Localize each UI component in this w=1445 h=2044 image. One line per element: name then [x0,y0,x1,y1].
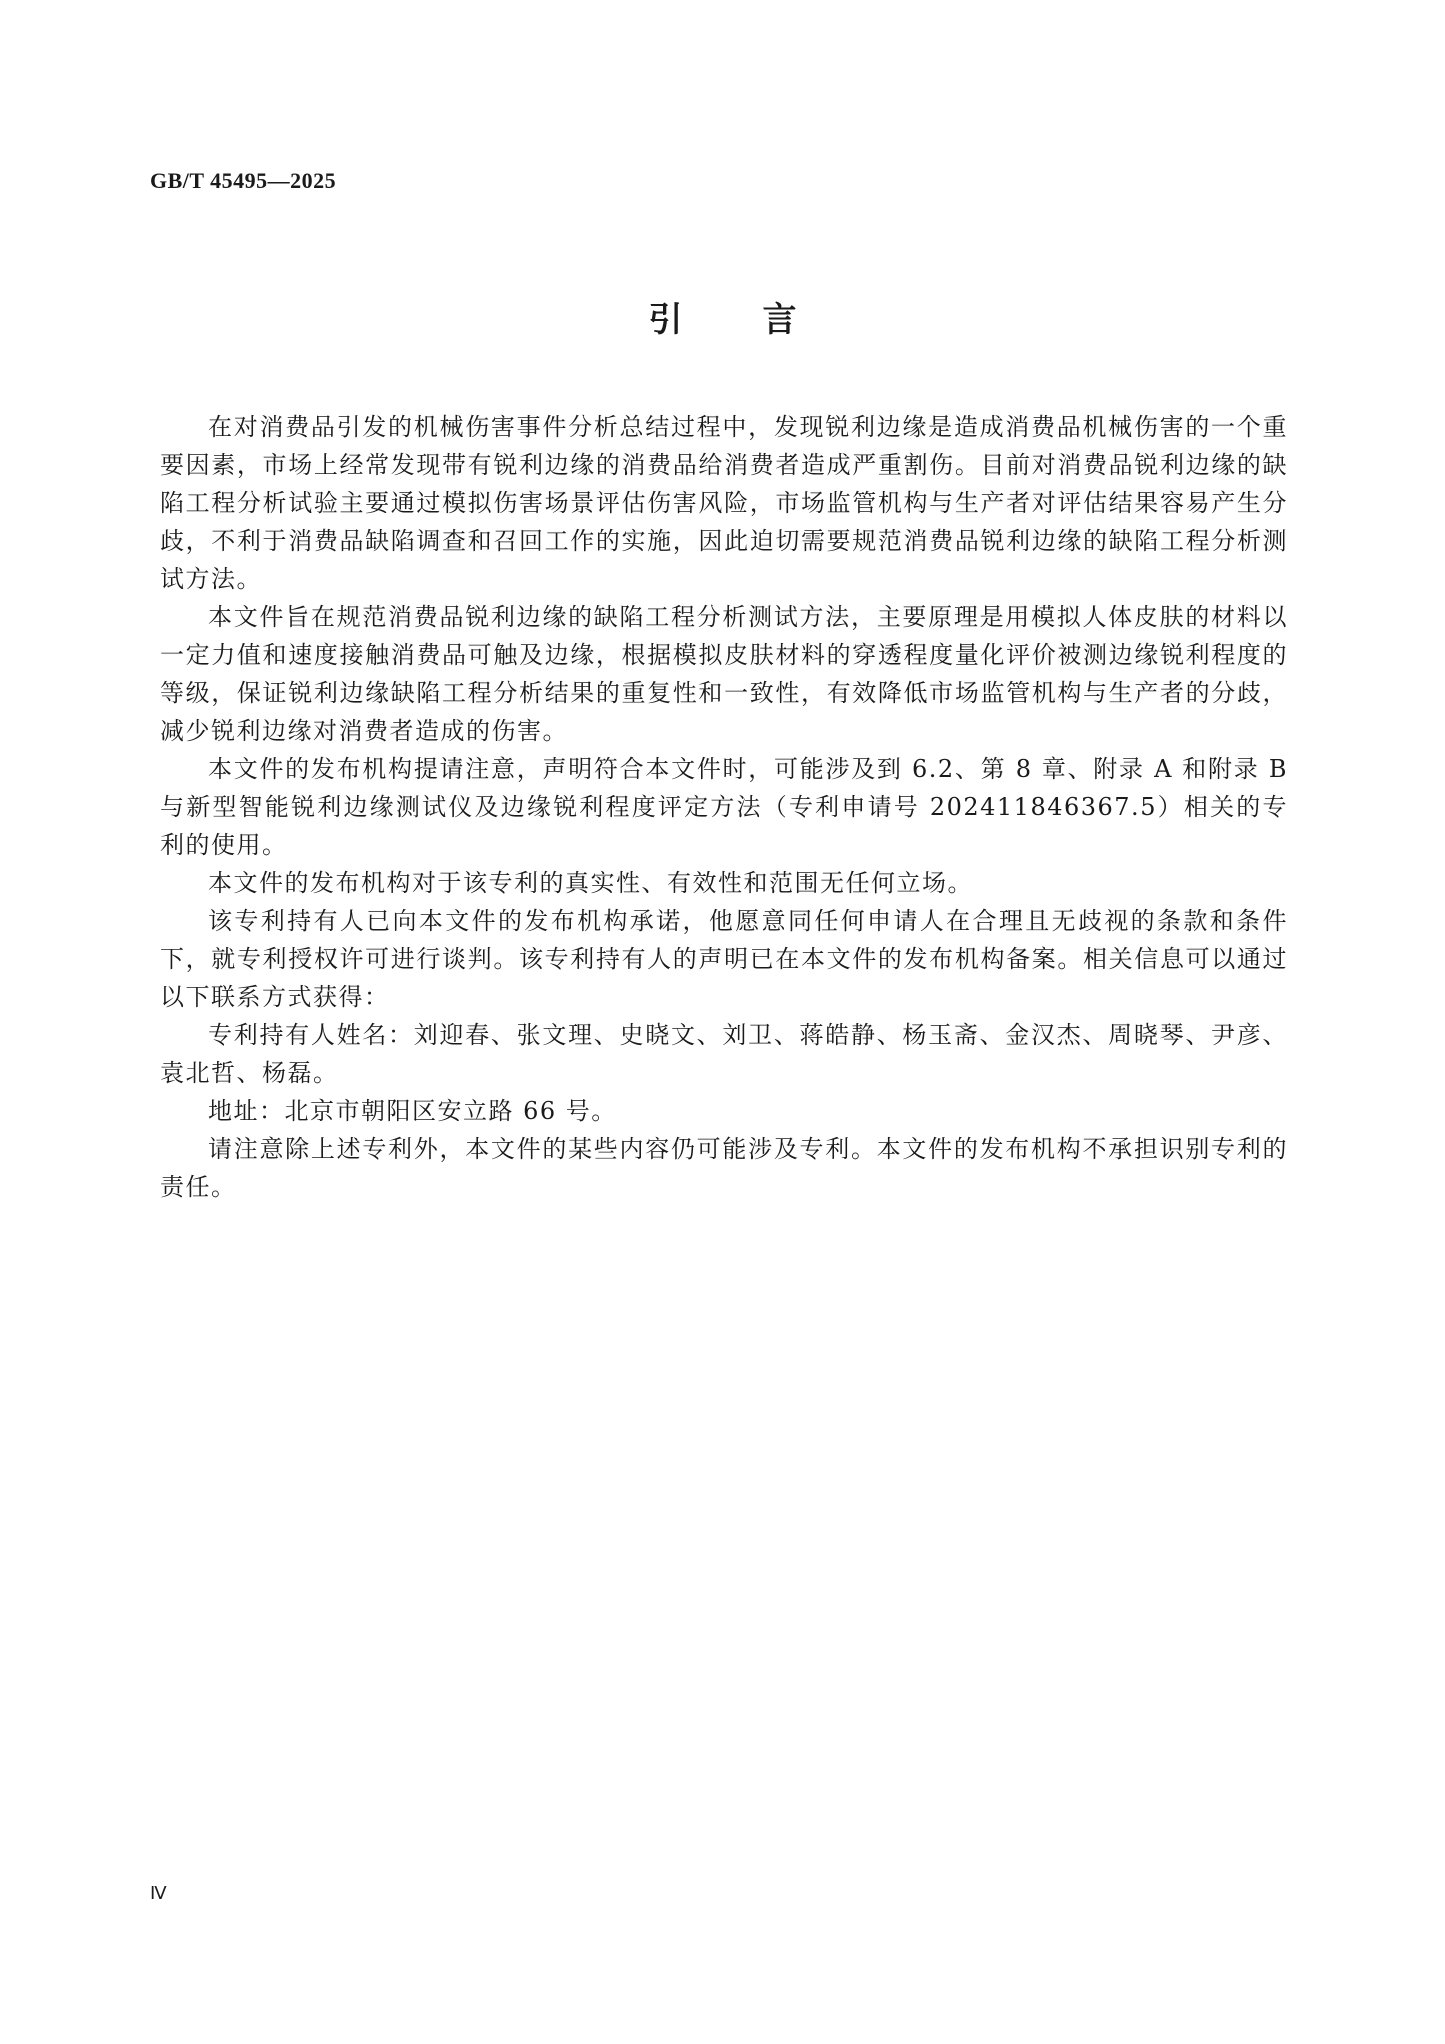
page-number: Ⅳ [150,1883,167,1903]
section-title-char-1: 引 [648,300,683,340]
paragraph: 专利持有人姓名：刘迎春、张文理、史晓文、刘卫、蒋皓静、杨玉斋、金汉杰、周晓琴、尹彦、袁北哲、杨磊。 [160,1021,1288,1087]
document-code: GB/T 45495—2025 [150,168,337,193]
paragraph: 该专利持有人已向本文件的发布机构承诺，他愿意同任何申请人在合理且无歧视的条款和条件下，就专利授权许可进行谈判。该专利持有人的声明已在本文件的发布机构备案。相关信息可以通过以下联系方式获得： [160,907,1288,1011]
paragraph: 在对消费品引发的机械伤害事件分析总结过程中，发现锐利边缘是造成消费品机械伤害的一个重要因素，市场上经常发现带有锐利边缘的消费品给消费者造成严重割伤。目前对消费品锐利边缘的缺陷工程分析试验主要通过模拟伤害场景评估伤害风险，市场监管机构与生产者对评估结果容易产生分歧，不利于消费品缺陷调查和召回工作的实施，因此迫切需要规范消费品锐利边缘的缺陷工程分析测试方法。 [160,413,1288,593]
paragraph: 本文件的发布机构对于该专利的真实性、有效性和范围无任何立场。 [208,869,973,897]
paragraph: 本文件的发布机构提请注意，声明符合本文件时，可能涉及到 6.2、第 8 章、附录 A 和附录 B 与新型智能锐利边缘测试仪及边缘锐利程度评定方法（专利申请号 202411846367.5）相关的专利的使用。 [160,755,1288,859]
section-title-char-2: 言 [762,300,797,340]
paragraph: 本文件旨在规范消费品锐利边缘的缺陷工程分析测试方法，主要原理是用模拟人体皮肤的材料以一定力值和速度接触消费品可触及边缘，根据模拟皮肤材料的穿透程度量化评价被测边缘锐利程度的等级，保证锐利边缘缺陷工程分析结果的重复性和一致性，有效降低市场监管机构与生产者的分歧，减少锐利边缘对消费者造成的伤害。 [160,603,1288,745]
paragraph: 地址：北京市朝阳区安立路 66 号。 [208,1097,617,1125]
introduction-body [160,408,1288,1206]
paragraph: 请注意除上述专利外，本文件的某些内容仍可能涉及专利。本文件的发布机构不承担识别专利的责任。 [160,1135,1288,1201]
section-title [0,292,1445,341]
